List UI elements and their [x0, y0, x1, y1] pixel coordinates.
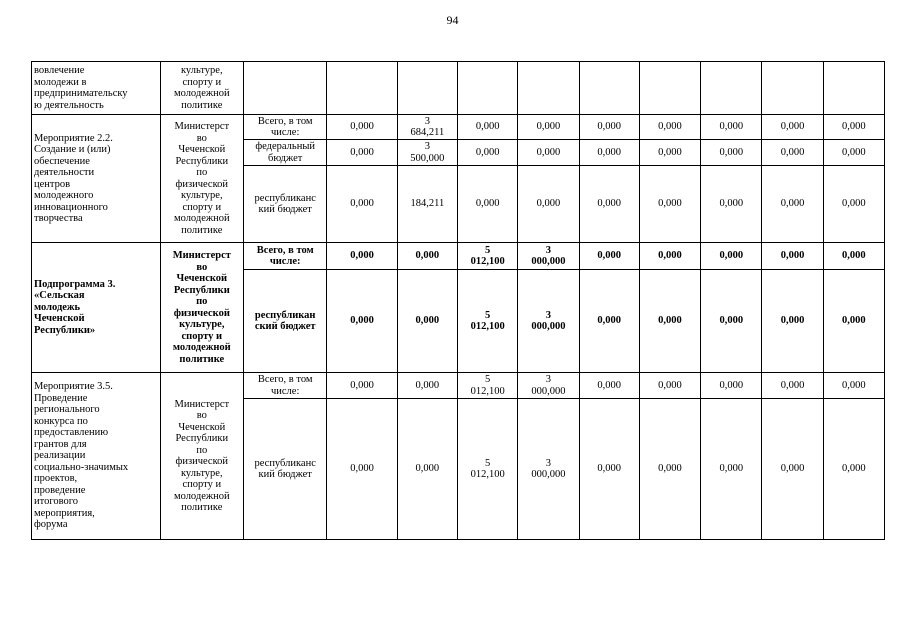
value-cell: [579, 62, 639, 115]
value-cell: 0,000: [579, 270, 639, 373]
value-cell: 5 012,100: [457, 270, 517, 373]
value-cell: [639, 62, 700, 115]
value-cell: 0,000: [518, 166, 579, 243]
value-cell: 0,000: [823, 373, 884, 399]
value-cell: 5 012,100: [457, 399, 517, 540]
value-cell: [701, 62, 762, 115]
value-cell: 0,000: [327, 140, 397, 166]
table-row: [32, 62, 885, 115]
value-cell: 0,000: [823, 243, 884, 270]
funding-source: республиканс кий бюджет: [243, 399, 326, 540]
value-cell: 0,000: [639, 270, 700, 373]
subprogram-name: Подпрограмма 3. «Сельская молодежь Чеченской Республики»: [32, 243, 161, 373]
funding-source: республиканс кий бюджет: [243, 166, 326, 243]
value-cell: 3 000,000: [518, 373, 579, 399]
value-cell: 0,000: [701, 115, 762, 140]
value-cell: 0,000: [639, 373, 700, 399]
value-cell: 0,000: [762, 373, 823, 399]
value-cell: 0,000: [762, 270, 823, 373]
value-cell: 0,000: [762, 399, 823, 540]
value-cell: 0,000: [579, 115, 639, 140]
value-cell: 0,000: [639, 166, 700, 243]
value-cell: [327, 62, 397, 115]
value-cell: 0,000: [823, 399, 884, 540]
value-cell: 0,000: [579, 166, 639, 243]
table-row: [32, 373, 885, 399]
value-cell: 0,000: [762, 243, 823, 270]
value-cell: 3 000,000: [518, 399, 579, 540]
executor-name: Министерст во Чеченской Республики по физической культуре, спорту и молодежной политике: [160, 115, 243, 243]
value-cell: 0,000: [701, 140, 762, 166]
value-cell: 0,000: [701, 243, 762, 270]
table-row: [32, 115, 885, 140]
budget-table: [31, 61, 885, 540]
funding-source: республикан ский бюджет: [243, 270, 326, 373]
value-cell: 0,000: [639, 399, 700, 540]
value-cell: 3 000,000: [518, 243, 579, 270]
value-cell: 0,000: [579, 373, 639, 399]
value-cell: 3 500,000: [397, 140, 457, 166]
value-cell: [518, 62, 579, 115]
value-cell: 0,000: [762, 115, 823, 140]
funding-source: Всего, в том числе:: [243, 243, 326, 270]
page-number: 94: [446, 13, 459, 27]
value-cell: 0,000: [518, 115, 579, 140]
value-cell: 0,000: [579, 140, 639, 166]
value-cell: 0,000: [397, 373, 457, 399]
table-row: [32, 243, 885, 270]
value-cell: 184,211: [397, 166, 457, 243]
value-cell: 0,000: [639, 115, 700, 140]
value-cell: 0,000: [701, 166, 762, 243]
value-cell: 0,000: [701, 373, 762, 399]
value-cell: 0,000: [639, 140, 700, 166]
funding-source: Всего, в том числе:: [243, 373, 326, 399]
value-cell: 0,000: [823, 270, 884, 373]
executor-name: культуре, спорту и молодежной политике: [160, 62, 243, 115]
measure-name: Мероприятие 3.5. Проведение регионального конкурса по предоставлению грантов для реализации социально-значимых проектов, проведение итогового мероприятия, форума: [32, 373, 161, 540]
value-cell: [762, 62, 823, 115]
value-cell: 5 012,100: [457, 243, 517, 270]
value-cell: 0,000: [327, 243, 397, 270]
value-cell: 0,000: [327, 399, 397, 540]
funding-source: [243, 62, 326, 115]
value-cell: 3 684,211: [397, 115, 457, 140]
value-cell: 0,000: [457, 115, 517, 140]
value-cell: [397, 62, 457, 115]
value-cell: 3 000,000: [518, 270, 579, 373]
value-cell: 0,000: [762, 140, 823, 166]
funding-source: Всего, в том числе:: [243, 115, 326, 140]
value-cell: 5 012,100: [457, 373, 517, 399]
value-cell: 0,000: [397, 243, 457, 270]
executor-name: Министерст во Чеченской Республики по физической культуре, спорту и молодежной политике: [160, 373, 243, 540]
value-cell: 0,000: [823, 115, 884, 140]
value-cell: 0,000: [762, 166, 823, 243]
value-cell: 0,000: [457, 140, 517, 166]
value-cell: 0,000: [579, 399, 639, 540]
value-cell: [457, 62, 517, 115]
executor-name: Министерст во Чеченской Республики по физической культуре, спорту и молодежной политике: [160, 243, 243, 373]
value-cell: 0,000: [518, 140, 579, 166]
value-cell: 0,000: [823, 140, 884, 166]
value-cell: 0,000: [397, 399, 457, 540]
funding-source: федеральный бюджет: [243, 140, 326, 166]
value-cell: 0,000: [639, 243, 700, 270]
value-cell: 0,000: [397, 270, 457, 373]
measure-name: Мероприятие 2.2. Создание и (или) обеспечение деятельности центров молодежного инновационного творчества: [32, 115, 161, 243]
value-cell: 0,000: [579, 243, 639, 270]
measure-name: вовлечение молодежи в предпринимательску ю деятельность: [32, 62, 161, 115]
value-cell: [823, 62, 884, 115]
value-cell: 0,000: [327, 270, 397, 373]
value-cell: 0,000: [327, 166, 397, 243]
value-cell: 0,000: [823, 166, 884, 243]
value-cell: 0,000: [701, 270, 762, 373]
value-cell: 0,000: [701, 399, 762, 540]
value-cell: 0,000: [327, 115, 397, 140]
value-cell: 0,000: [327, 373, 397, 399]
value-cell: 0,000: [457, 166, 517, 243]
